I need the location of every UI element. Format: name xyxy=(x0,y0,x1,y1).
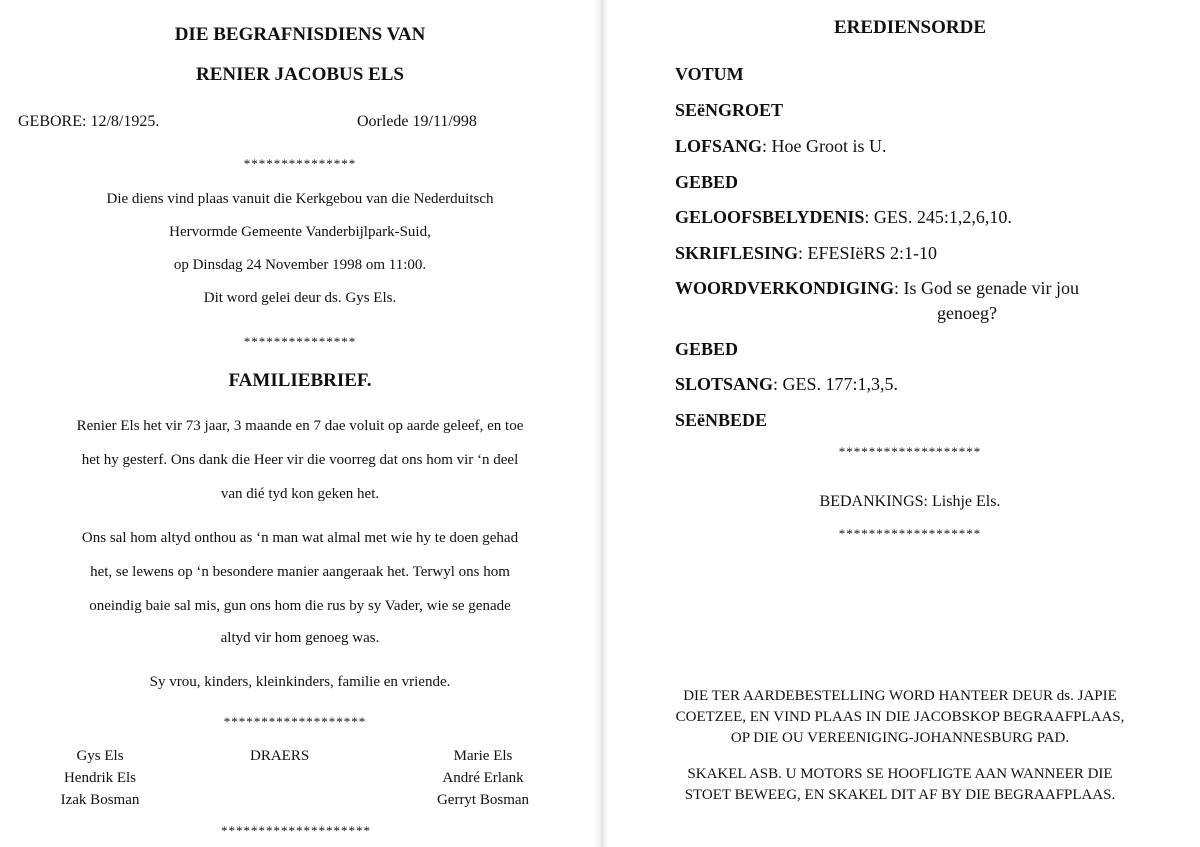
burial-line: OP DIE OU VEREENIGING-JOHANNESBURG PAD. xyxy=(730,730,1070,746)
order-item: GELOOFSBELYDENIS: GES. 245:1,2,6,10. xyxy=(675,207,1012,227)
thanks-line: BEDANKINGS: Lishje Els. xyxy=(819,493,1001,510)
burial-line: COETZEE, EN VIND PLAAS IN DIE JACOBSKOP BEGRAAFPLAAS, xyxy=(675,709,1125,725)
letter-line: Ons sal hom altyd onthou as ‘n man wat almal met wie hy te doen gehad xyxy=(81,530,519,546)
family-letter-heading: FAMILIEBRIEF. xyxy=(228,370,372,391)
bearer-name: Hendrik Els xyxy=(63,770,137,786)
bearer-name: Gerryt Bosman xyxy=(436,792,530,808)
divider-stars: ******************* xyxy=(223,714,367,729)
title-line-1: DIE BEGRAFNISDIENS VAN xyxy=(174,24,426,45)
title-line-2: RENIER JACOBUS ELS xyxy=(196,64,404,85)
order-item: SEëNGROET xyxy=(675,100,784,120)
service-line: Hervormde Gemeente Vanderbijlpark-Suid, xyxy=(169,224,431,240)
letter-line: Renier Els het vir 73 jaar, 3 maande en 7 dae voluit op aarde geleef, en toe xyxy=(76,418,524,434)
burial-notice xyxy=(610,686,1190,749)
bearers-label: DRAERS xyxy=(250,748,310,764)
headlights-notice xyxy=(610,764,1190,806)
divider-stars: ******************* xyxy=(838,444,982,459)
letter-signoff: Sy vrou, kinders, kleinkinders, familie en vriende. xyxy=(149,674,451,690)
divider-stars: *************** xyxy=(243,156,357,171)
service-line: op Dinsdag 24 November 1998 om 11:00. xyxy=(173,257,427,273)
bearer-name: André Erlank xyxy=(442,770,524,786)
order-item: SLOTSANG: GES. 177:1,3,5. xyxy=(675,374,899,394)
order-item: WOORDVERKONDIGING: Is God se genade vir jou xyxy=(675,278,1079,298)
letter-line: oneindig baie sal mis, gun ons hom die rus by sy Vader, wie se genade xyxy=(89,598,511,614)
divider-stars: ******************** xyxy=(221,823,371,838)
service-line: Die diens vind plaas vanuit die Kerkgebou van die Nederduitsch xyxy=(106,191,494,207)
burial-line: DIE TER AARDEBESTELLING WORD HANTEER DEUR ds. JAPIE xyxy=(683,688,1117,704)
bearer-name: Izak Bosman xyxy=(60,792,140,808)
service-line: Dit word gelei deur ds. Gys Els. xyxy=(203,290,397,306)
letter-line: altyd vir hom genoeg was. xyxy=(220,630,380,646)
letter-line: het hy gesterf. Ons dank die Heer vir die voorreg dat ons hom vir ‘n deel xyxy=(81,452,519,468)
order-item-continuation: genoeg? xyxy=(937,303,997,323)
bearer-name: Marie Els xyxy=(453,748,513,764)
divider-stars: ******************* xyxy=(838,526,982,541)
order-item: GEBED xyxy=(675,172,739,192)
letter-line: het, se lewens op ‘n besondere manier aangeraak het. Terwyl ons hom xyxy=(90,564,510,580)
order-item: SEëNBEDE xyxy=(675,410,768,430)
bearer-name: Gys Els xyxy=(76,748,124,764)
letter-line: van dié tyd kon geken het. xyxy=(220,486,380,502)
birth-date: GEBORE: 12/8/1925. xyxy=(18,113,160,130)
right-page xyxy=(600,0,1200,847)
order-item: SKRIFLESING: EFESIëRS 2:1-10 xyxy=(675,243,938,263)
death-date: Oorlede 19/11/998 xyxy=(357,113,477,130)
headlights-line: SKAKEL ASB. U MOTORS SE HOOFLIGTE AAN WANNEER DIE xyxy=(687,766,1113,782)
order-item: GEBED xyxy=(675,339,739,359)
headlights-line: STOET BEWEEG, EN SKAKEL DIT AF BY DIE BEGRAAFPLAAS. xyxy=(684,787,1116,803)
order-item: VOTUM xyxy=(675,64,744,84)
order-of-service-heading: EREDIENSORDE xyxy=(833,17,987,38)
divider-stars: *************** xyxy=(243,334,357,349)
order-item: LOFSANG: Hoe Groot is U. xyxy=(675,136,887,156)
